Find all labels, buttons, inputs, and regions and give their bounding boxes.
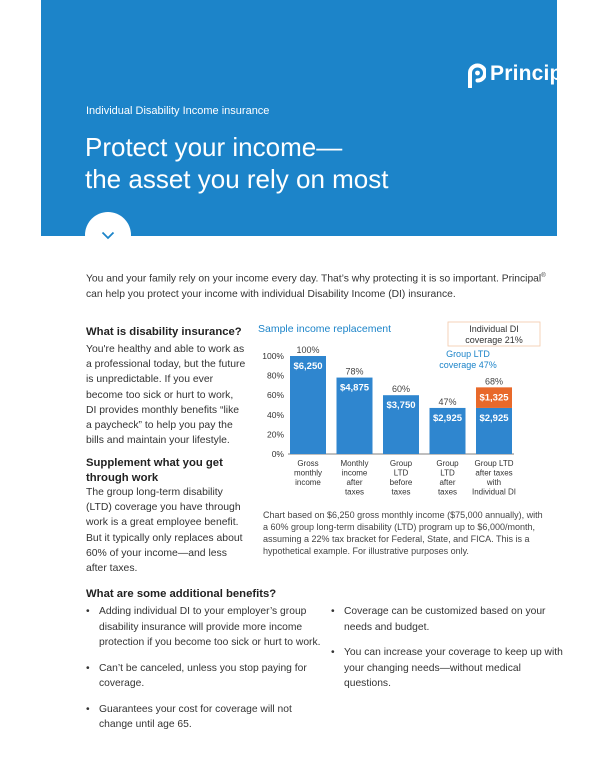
di-callout-line1: Individual DI: [469, 324, 519, 334]
category-label: monthly: [293, 468, 323, 478]
category-label: after: [439, 478, 456, 487]
category-label: after taxes: [475, 468, 513, 478]
benefits-list-right: [331, 604, 563, 702]
chevron-down-icon: [101, 231, 115, 240]
bullet-icon: •: [86, 662, 90, 674]
di-callout-line2: coverage 21%: [465, 335, 523, 345]
chart-footnote: Chart based on $6,250 gross monthly income ($75,000 annually), with a 60% group long-term disability (LTD) program up to $6,000/month, assuming a 22% tax bracket for Federal, State, and FICA. This is a hypothetical example. For illustrative purposes only.: [263, 510, 543, 556]
what-is-body: You're healthy and able to work as a professional today, but the future is unpredictable. If you ever become too sick or hurt to work, DI provides monthly benefits “like a paycheck” to help you pay the bills and maintain your lifestyle.: [86, 344, 246, 447]
benefit-item: [331, 604, 563, 635]
bar-value-label: $4,875: [339, 382, 370, 394]
y-tick-label: 20%: [266, 429, 284, 440]
what-is-heading: What is disability insurance?: [86, 326, 242, 338]
intro-paragraph: You and your family rely on your income every day. That’s why protecting it is so important. Principal® can help you protect your income with individual Disability Income (DI) insurance.: [86, 273, 546, 301]
category-label: Group LTD: [474, 459, 514, 468]
category-label: before: [389, 478, 413, 487]
y-tick-label: 100%: [262, 351, 284, 361]
bar-value-label: $2,925: [432, 412, 463, 424]
supplement-body: The group long-term disability (LTD) coverage you have through work is a great employee benefit. But it typically only replaces about 60% of your income—and less after taxes.: [86, 487, 243, 575]
benefit-item: [86, 604, 324, 651]
benefit-text: Guarantees your cost for coverage will not change until age 65.: [99, 703, 292, 730]
di-value-label: $1,325: [479, 392, 509, 404]
percent-label: 60%: [391, 384, 411, 395]
category-label: income: [341, 468, 368, 478]
y-tick-label: 80%: [266, 370, 284, 381]
category-label: Group: [436, 459, 459, 468]
scroll-down-tab[interactable]: [85, 212, 131, 258]
income-replacement-chart: [258, 320, 558, 520]
benefit-text: You can increase your coverage to keep up with your changing needs—without medical questions.: [344, 647, 563, 689]
brand-name: Principal®: [490, 53, 586, 85]
category-label: after: [346, 478, 363, 487]
page-title: Protect your income— the asset you rely on most: [85, 132, 389, 194]
principal-logo-icon: [466, 60, 486, 88]
ltd-callout-line1: Group LTD: [446, 349, 490, 359]
percent-label: 78%: [345, 366, 364, 377]
bullet-icon: •: [86, 703, 90, 715]
category-label: Group: [389, 459, 413, 468]
percent-label: 47%: [438, 396, 457, 407]
bar-value-label: $3,750: [386, 400, 416, 412]
bullet-icon: •: [331, 606, 335, 617]
category-label: LTD: [393, 468, 409, 478]
category-label: with: [486, 478, 502, 487]
chart-title: Sample income replacement: [258, 323, 392, 335]
percent-label: 100%: [296, 345, 320, 355]
bullet-icon: •: [331, 647, 335, 658]
percent-label: 68%: [484, 376, 504, 387]
category-label: Individual DI: [471, 487, 517, 497]
category-label: income: [295, 478, 321, 487]
ltd-callout-line2: coverage 47%: [439, 360, 497, 370]
bar-value-label: $2,925: [479, 412, 509, 424]
supplement-heading: Supplement what you get through work: [86, 457, 223, 484]
benefit-item: [86, 661, 324, 692]
bar-value-label: $6,250: [293, 361, 323, 372]
category-label: taxes: [344, 487, 365, 497]
category-label: LTD: [440, 468, 455, 478]
y-tick-label: 40%: [266, 409, 284, 420]
benefits-list-left: [86, 604, 324, 743]
y-tick-label: 0%: [271, 449, 284, 459]
category-label: taxes: [437, 487, 458, 497]
benefit-item: [86, 702, 324, 733]
bullet-icon: •: [86, 606, 90, 617]
document-category: Individual Disability Income insurance: [86, 105, 270, 117]
benefit-text: Can’t be canceled, unless you stop paying for coverage.: [99, 662, 307, 689]
benefit-text: Adding individual DI to your employer’s group disability insurance will provide more income protection if you become too sick or hurt to work.: [99, 606, 321, 648]
benefit-text: Coverage can be customized based on your needs and budget.: [344, 606, 546, 633]
hero-banner: [41, 0, 586, 236]
y-tick-label: 60%: [266, 390, 284, 401]
benefit-item: [331, 645, 563, 692]
category-label: taxes: [391, 487, 411, 497]
category-label: Gross: [297, 459, 319, 468]
category-label: Monthly: [340, 459, 369, 468]
benefits-heading: What are some additional benefits?: [86, 588, 277, 600]
brand-logo[interactable]: [466, 53, 586, 88]
